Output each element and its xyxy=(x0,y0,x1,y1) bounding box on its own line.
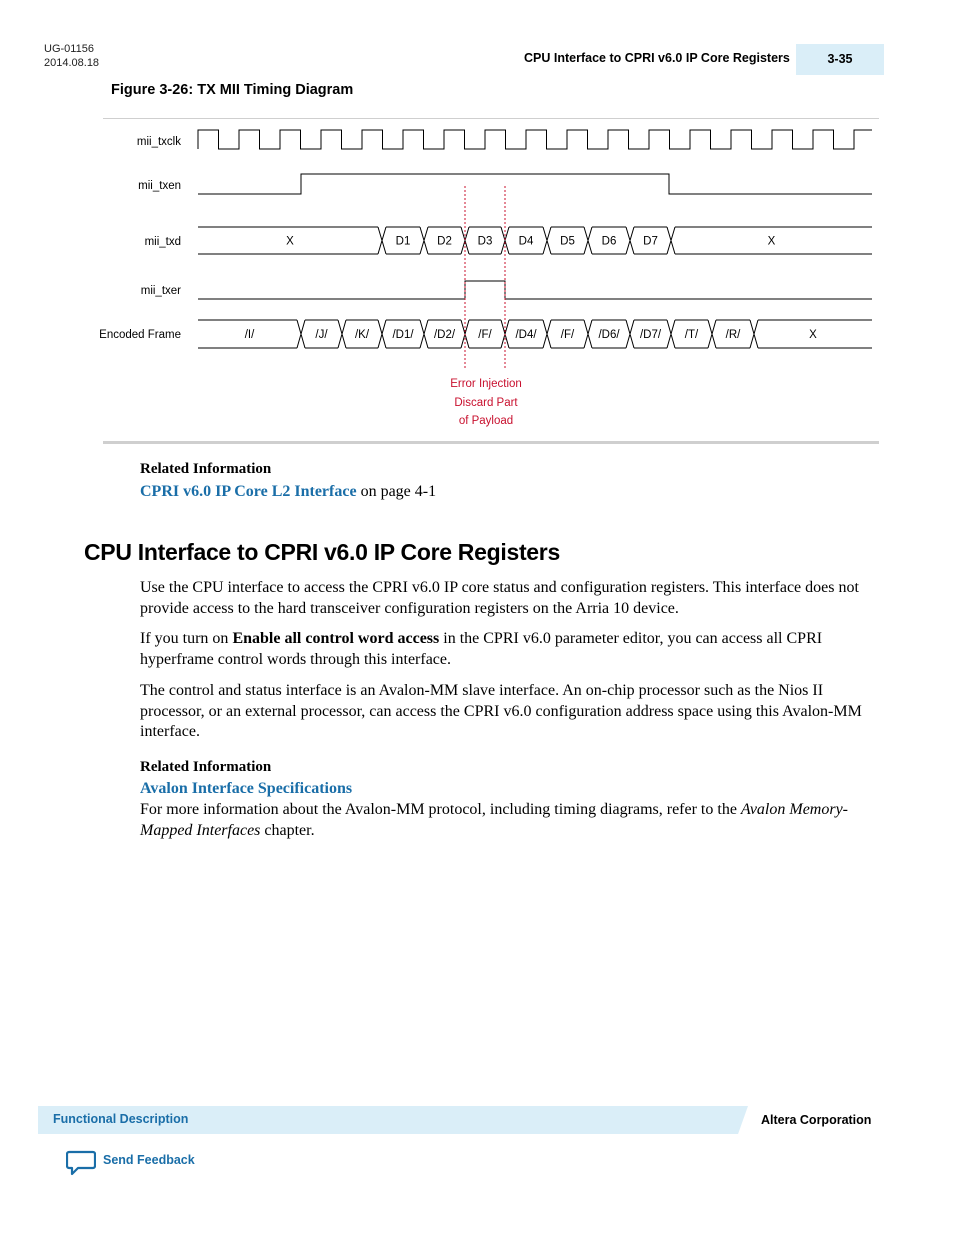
frame-segment-label: /F/ xyxy=(478,329,492,341)
frame-segment-label: /I/ xyxy=(244,329,255,341)
frame-segment-label: /R/ xyxy=(725,329,741,341)
figure-caption: Figure 3-26: TX MII Timing Diagram xyxy=(111,82,354,98)
txd-segment-label: D2 xyxy=(437,235,452,248)
frame-segment-label: /F/ xyxy=(560,329,575,341)
txd-segment-label: D6 xyxy=(601,235,617,248)
option-name: Enable all control word access xyxy=(232,630,440,647)
related-info-heading: Related Information xyxy=(140,461,272,477)
footer-chapter: Functional Description xyxy=(53,1112,189,1126)
paragraph-2-text-b: in the CPRI v6.0 parameter editor, you can access all CPRI hyperframe control words through this interface. xyxy=(140,630,823,668)
link-suffix: on page 4-1 xyxy=(356,483,437,500)
annotation-line-2: Discard Part xyxy=(454,397,518,409)
txer-waveform xyxy=(198,281,872,299)
related-info-entry-2 xyxy=(140,780,352,798)
paragraph-2-text-a: If you turn on xyxy=(140,630,233,647)
txen-waveform xyxy=(198,174,872,194)
related-info-entry xyxy=(140,483,436,501)
frame-segment-label: /D7/ xyxy=(639,329,662,341)
signal-label-encoded-frame: Encoded Frame xyxy=(99,329,181,341)
frame-segment-label: /D2/ xyxy=(433,329,456,341)
frame-segment-label: /D4/ xyxy=(515,329,537,341)
frame-segment-label: X xyxy=(809,329,817,341)
section-title: CPU Interface to CPRI v6.0 IP Core Registers xyxy=(84,539,560,565)
txd-bus xyxy=(198,227,872,254)
signal-label-txen: mii_txen xyxy=(138,180,181,192)
frame-segment-label: /K/ xyxy=(354,329,370,341)
doc-id: UG-01156 xyxy=(44,43,94,55)
txd-segment-label: D7 xyxy=(643,235,658,248)
txd-segment-label: D4 xyxy=(518,235,534,248)
txd-segment-label: D3 xyxy=(477,235,493,248)
encoded-frame-bus xyxy=(198,320,872,348)
signal-label-txclk: mii_txclk xyxy=(136,136,181,148)
txd-segment-label: D1 xyxy=(395,235,411,248)
frame-segment-label: /D1/ xyxy=(392,329,414,341)
doc-date: 2014.08.18 xyxy=(44,57,100,69)
figure-bottom-rule xyxy=(103,441,879,444)
annotation-line-3: of Payload xyxy=(458,415,514,427)
annotation-line-1: Error Injection xyxy=(450,378,522,390)
paragraph-3: The control and status interface is an Avalon-MM slave interface. An on-chip processor such as the Nios II processor, or an external processor, can access the CPRI v6.0 configuration address space using this Avalon-MM interface. xyxy=(140,682,862,740)
paragraph-4-text-a: For more information about the Avalon-MM protocol, including timing diagrams, refer to the xyxy=(140,801,741,818)
frame-segment-label: /J/ xyxy=(315,329,328,341)
txd-segment-label: X xyxy=(286,235,294,248)
paragraph-4 xyxy=(140,800,870,841)
signal-label-txd: mii_txd xyxy=(144,236,181,248)
frame-segment-label: /D6/ xyxy=(598,329,620,341)
paragraph-2 xyxy=(140,629,870,670)
timing-diagram xyxy=(0,0,954,450)
feedback-icon[interactable] xyxy=(66,1150,96,1177)
signal-label-txer: mii_txer xyxy=(140,285,181,297)
link-avalon-interface-specifications[interactable]: Avalon Interface Specifications xyxy=(140,780,353,797)
footer-company: Altera Corporation xyxy=(761,1113,872,1127)
txd-segment-label: X xyxy=(767,235,776,248)
link-cpri-l2-interface[interactable]: CPRI v6.0 IP Core L2 Interface xyxy=(140,483,357,500)
paragraph-4-text-b: chapter. xyxy=(260,821,315,839)
page-number: 3-35 xyxy=(796,44,884,75)
chapter-name: Avalon Memory-Mapped Interfaces xyxy=(140,801,848,839)
frame-segment-label: /T/ xyxy=(684,329,699,341)
related-info-heading-2: Related Information xyxy=(140,759,272,775)
txclk-waveform xyxy=(198,130,872,149)
paragraph-1: Use the CPU interface to access the CPRI v6.0 IP core status and configuration registers. This interface does not provide access to the hard transceiver configuration registers on the Arria 10 device. xyxy=(140,579,859,617)
running-header-title: CPU Interface to CPRI v6.0 IP Core Registers xyxy=(524,51,790,65)
txd-segment-label: D5 xyxy=(560,235,575,248)
send-feedback-link[interactable]: Send Feedback xyxy=(103,1153,195,1167)
